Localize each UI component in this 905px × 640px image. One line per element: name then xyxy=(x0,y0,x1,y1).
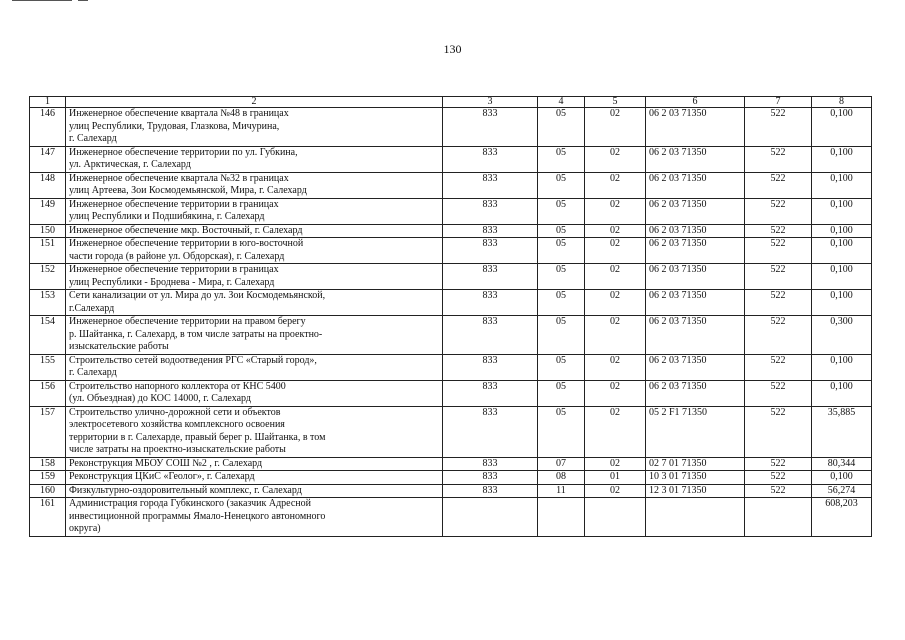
subsection-code-cell: 02 xyxy=(585,146,646,172)
ministry-code-cell: 833 xyxy=(443,380,538,406)
subsection-code-cell: 02 xyxy=(585,316,646,355)
amount-cell: 0,100 xyxy=(812,354,872,380)
table-row xyxy=(30,484,872,498)
target-article-cell: 06 2 03 71350 xyxy=(646,224,745,238)
subsection-code-cell: 02 xyxy=(585,224,646,238)
item-name-cell: Реконструкция МБОУ СОШ №2 , г. Салехард xyxy=(66,457,443,471)
amount-cell: 0,100 xyxy=(812,471,872,485)
row-number-cell: 147 xyxy=(30,146,66,172)
item-name-cell: Инженерное обеспечение мкр. Восточный, г. Салехард xyxy=(66,224,443,238)
expense-type-cell: 522 xyxy=(745,316,812,355)
ministry-code-cell: 833 xyxy=(443,224,538,238)
section-code-cell: 08 xyxy=(538,471,585,485)
ministry-code-cell: 833 xyxy=(443,264,538,290)
expense-type-cell: 522 xyxy=(745,380,812,406)
amount-cell: 0,100 xyxy=(812,290,872,316)
target-article-cell: 06 2 03 71350 xyxy=(646,290,745,316)
section-code-cell: 05 xyxy=(538,354,585,380)
row-number-cell: 152 xyxy=(30,264,66,290)
table-row xyxy=(30,471,872,485)
column-header: 6 xyxy=(646,97,745,108)
table-row xyxy=(30,290,872,316)
subsection-code-cell: 02 xyxy=(585,198,646,224)
ministry-code-cell: 833 xyxy=(443,172,538,198)
row-number-cell: 154 xyxy=(30,316,66,355)
scan-edge-mark xyxy=(78,0,88,1)
ministry-code-cell: 833 xyxy=(443,354,538,380)
amount-cell: 0,100 xyxy=(812,238,872,264)
target-article-cell: 06 2 03 71350 xyxy=(646,380,745,406)
expense-type-cell: 522 xyxy=(745,264,812,290)
expense-type-cell: 522 xyxy=(745,198,812,224)
ministry-code-cell: 833 xyxy=(443,238,538,264)
subsection-code-cell: 02 xyxy=(585,264,646,290)
target-article-cell: 02 7 01 71350 xyxy=(646,457,745,471)
row-number-cell: 160 xyxy=(30,484,66,498)
expense-type-cell: 522 xyxy=(745,457,812,471)
item-name-cell: Физкультурно-оздоровительный комплекс, г. Салехард xyxy=(66,484,443,498)
column-header: 7 xyxy=(745,97,812,108)
amount-cell: 0,100 xyxy=(812,224,872,238)
expense-type-cell: 522 xyxy=(745,484,812,498)
item-name-cell: Строительство улично-дорожной сети и объектов электросетевого хозяйства комплексного освоения территории в г. Салехарде, правый берег р. Шайтанка, в том числе затраты на проектно-изыскательские работы xyxy=(66,406,443,457)
section-code-cell: 11 xyxy=(538,484,585,498)
item-name-cell: Инженерное обеспечение территории в юго-восточной части города (в районе ул. Обдорская), г. Салехард xyxy=(66,238,443,264)
table-row xyxy=(30,316,872,355)
amount-cell: 0,100 xyxy=(812,380,872,406)
row-number-cell: 158 xyxy=(30,457,66,471)
section-code-cell: 07 xyxy=(538,457,585,471)
section-code-cell: 05 xyxy=(538,172,585,198)
row-number-cell: 148 xyxy=(30,172,66,198)
amount-cell: 0,100 xyxy=(812,172,872,198)
target-article-cell: 12 3 01 71350 xyxy=(646,484,745,498)
target-article-cell: 06 2 03 71350 xyxy=(646,108,745,147)
table-row xyxy=(30,380,872,406)
expense-type-cell: 522 xyxy=(745,471,812,485)
ministry-code-cell: 833 xyxy=(443,198,538,224)
expense-type-cell: 522 xyxy=(745,224,812,238)
item-name-cell: Инженерное обеспечение территории в границах улиц Республики - Броднева - Мира, г. Салехард xyxy=(66,264,443,290)
table-row xyxy=(30,146,872,172)
ministry-code-cell: 833 xyxy=(443,406,538,457)
ministry-code-cell: 833 xyxy=(443,457,538,471)
target-article-cell: 06 2 03 71350 xyxy=(646,238,745,264)
expense-type-cell: 522 xyxy=(745,172,812,198)
target-article-cell: 06 2 03 71350 xyxy=(646,146,745,172)
ministry-code-cell: 833 xyxy=(443,290,538,316)
subsection-code-cell: 02 xyxy=(585,354,646,380)
amount-cell: 0,100 xyxy=(812,146,872,172)
row-number-cell: 150 xyxy=(30,224,66,238)
amount-cell: 0,100 xyxy=(812,264,872,290)
item-name-cell: Инженерное обеспечение территории по ул. Губкина, ул. Арктическая, г. Салехард xyxy=(66,146,443,172)
table-row xyxy=(30,264,872,290)
subsection-code-cell: 02 xyxy=(585,108,646,147)
column-header: 4 xyxy=(538,97,585,108)
expense-type-cell: 522 xyxy=(745,354,812,380)
ministry-code-cell xyxy=(443,498,538,537)
amount-cell: 608,203 xyxy=(812,498,872,537)
expense-type-cell: 522 xyxy=(745,406,812,457)
item-name-cell: Строительство сетей водоотведения РГС «Старый город», г. Салехард xyxy=(66,354,443,380)
section-code-cell: 05 xyxy=(538,146,585,172)
row-number-cell: 156 xyxy=(30,380,66,406)
expense-type-cell: 522 xyxy=(745,290,812,316)
target-article-cell: 10 3 01 71350 xyxy=(646,471,745,485)
section-code-cell: 05 xyxy=(538,264,585,290)
header-row xyxy=(30,97,872,108)
subsection-code-cell xyxy=(585,498,646,537)
amount-cell: 0,100 xyxy=(812,198,872,224)
section-code-cell: 05 xyxy=(538,238,585,264)
column-header: 2 xyxy=(66,97,443,108)
subsection-code-cell: 02 xyxy=(585,484,646,498)
table-body xyxy=(30,108,872,537)
subsection-code-cell: 02 xyxy=(585,290,646,316)
section-code-cell: 05 xyxy=(538,108,585,147)
ministry-code-cell: 833 xyxy=(443,316,538,355)
amount-cell: 0,100 xyxy=(812,108,872,147)
page-number: 130 xyxy=(443,42,462,56)
item-name-cell: Строительство напорного коллектора от КНС 5400 (ул. Объездная) до КОС 14000, г. Салехард xyxy=(66,380,443,406)
subsection-code-cell: 02 xyxy=(585,380,646,406)
section-code-cell: 05 xyxy=(538,224,585,238)
column-header: 8 xyxy=(812,97,872,108)
table-row xyxy=(30,198,872,224)
row-number-cell: 157 xyxy=(30,406,66,457)
item-name-cell: Реконструкция ЦКиС «Геолог», г. Салехард xyxy=(66,471,443,485)
subsection-code-cell: 02 xyxy=(585,406,646,457)
expense-type-cell: 522 xyxy=(745,108,812,147)
expense-type-cell: 522 xyxy=(745,238,812,264)
table-row xyxy=(30,108,872,147)
subsection-code-cell: 01 xyxy=(585,471,646,485)
subsection-code-cell: 02 xyxy=(585,172,646,198)
amount-cell: 0,300 xyxy=(812,316,872,355)
amount-cell: 56,274 xyxy=(812,484,872,498)
table-row xyxy=(30,172,872,198)
target-article-cell: 06 2 03 71350 xyxy=(646,354,745,380)
subsection-code-cell: 02 xyxy=(585,457,646,471)
column-header: 1 xyxy=(30,97,66,108)
table-row xyxy=(30,238,872,264)
scan-edge-mark xyxy=(12,0,72,1)
table-row xyxy=(30,457,872,471)
column-header: 3 xyxy=(443,97,538,108)
expense-type-cell xyxy=(745,498,812,537)
section-code-cell: 05 xyxy=(538,198,585,224)
table-row xyxy=(30,498,872,537)
target-article-cell: 06 2 03 71350 xyxy=(646,172,745,198)
row-number-cell: 161 xyxy=(30,498,66,537)
item-name-cell: Инженерное обеспечение квартала №32 в границах улиц Артеева, Зои Космодемьянской, Мира, г. Салехард xyxy=(66,172,443,198)
section-code-cell: 05 xyxy=(538,406,585,457)
row-number-cell: 153 xyxy=(30,290,66,316)
table-row xyxy=(30,224,872,238)
expense-type-cell: 522 xyxy=(745,146,812,172)
section-code-cell: 05 xyxy=(538,380,585,406)
row-number-cell: 151 xyxy=(30,238,66,264)
item-name-cell: Инженерное обеспечение территории на правом берегу р. Шайтанка, г. Салехард, в том числе затраты на проектно- изыскательские работы xyxy=(66,316,443,355)
amount-cell: 80,344 xyxy=(812,457,872,471)
row-number-cell: 155 xyxy=(30,354,66,380)
ministry-code-cell: 833 xyxy=(443,484,538,498)
table-row xyxy=(30,406,872,457)
target-article-cell: 06 2 03 71350 xyxy=(646,198,745,224)
target-article-cell: 06 2 03 71350 xyxy=(646,316,745,355)
budget-table xyxy=(29,96,872,537)
amount-cell: 35,885 xyxy=(812,406,872,457)
section-code-cell: 05 xyxy=(538,290,585,316)
target-article-cell xyxy=(646,498,745,537)
subsection-code-cell: 02 xyxy=(585,238,646,264)
ministry-code-cell: 833 xyxy=(443,146,538,172)
row-number-cell: 149 xyxy=(30,198,66,224)
row-number-cell: 146 xyxy=(30,108,66,147)
table-row xyxy=(30,354,872,380)
column-header: 5 xyxy=(585,97,646,108)
target-article-cell: 05 2 F1 71350 xyxy=(646,406,745,457)
item-name-cell: Инженерное обеспечение территории в границах улиц Республики и Подшибякина, г. Салехард xyxy=(66,198,443,224)
section-code-cell: 05 xyxy=(538,316,585,355)
section-code-cell xyxy=(538,498,585,537)
row-number-cell: 159 xyxy=(30,471,66,485)
target-article-cell: 06 2 03 71350 xyxy=(646,264,745,290)
ministry-code-cell: 833 xyxy=(443,471,538,485)
item-name-cell: Сети канализации от ул. Мира до ул. Зои Космодемьянской, г.Салехард xyxy=(66,290,443,316)
item-name-cell: Администрация города Губкинского (заказчик Адресной инвестиционной программы Ямало-Ненецкого автономного округа) xyxy=(66,498,443,537)
item-name-cell: Инженерное обеспечение квартала №48 в границах улиц Республики, Трудовая, Глазкова, Мичурина, г. Салехард xyxy=(66,108,443,147)
ministry-code-cell: 833 xyxy=(443,108,538,147)
